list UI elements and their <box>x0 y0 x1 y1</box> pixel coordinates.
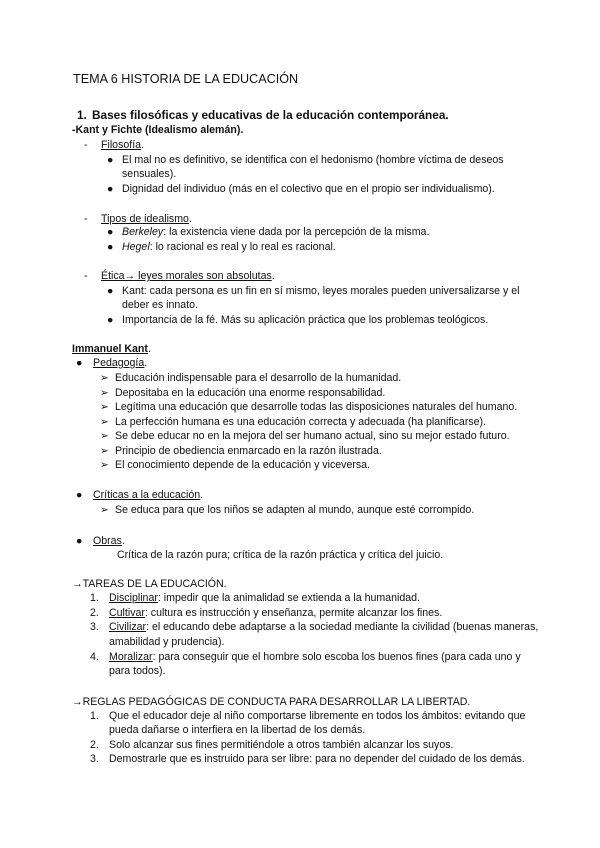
arrow-bullet: ➢ <box>100 387 109 399</box>
pedagogia-label: Pedagogía. <box>93 357 148 369</box>
list-item: Cultivar: cultura es instrucción y enseñanza, permite alcanzar los fines. <box>109 607 443 619</box>
dash-bullet: - <box>84 139 88 151</box>
obras-label: Obras. <box>93 535 125 547</box>
list-number: 3. <box>90 621 99 633</box>
reglas-heading: →REGLAS PEDAGÓGICAS DE CONDUCTA PARA DESARROLLAR LA LIBERTAD. <box>72 696 471 708</box>
list-item: Importancia de la fé. Más su aplicación práctica que los problemas teológicos. <box>122 314 489 326</box>
bullet-dot: ● <box>107 285 114 297</box>
kant-heading: Immanuel Kant. <box>72 343 151 355</box>
list-item: Disciplinar: impedir que la animalidad se extienda a la humanidad. <box>109 592 420 604</box>
section-number: 1. <box>77 108 87 122</box>
obras-text: Crítica de la razón pura; crítica de la razón práctica y crítica del juicio. <box>117 549 444 561</box>
list-item-cont: deber es innato. <box>122 299 198 311</box>
list-number: 1. <box>90 592 99 604</box>
list-item: El conocimiento depende de la educación y viceversa. <box>115 459 370 471</box>
tareas-heading: →TAREAS DE LA EDUCACIÓN. <box>72 578 227 590</box>
bullet-dot: ● <box>76 489 83 501</box>
criticas-label: Críticas a la educación. <box>93 489 204 501</box>
list-item: Moralizar: para conseguir que el hombre solo escoba los buenos fines (para cada uno y <box>109 651 521 663</box>
etica-label: Ética→ leyes morales son absolutas. <box>101 270 275 282</box>
list-number: 1. <box>90 710 99 722</box>
dash-bullet: - <box>84 270 88 282</box>
dash-bullet: - <box>84 213 88 225</box>
list-item: Depositaba en la educación una enorme responsabilidad. <box>115 387 386 399</box>
arrow-bullet: ➢ <box>100 459 109 471</box>
list-item: Educación indispensable para el desarrollo de la humanidad. <box>115 372 402 384</box>
list-item-cont: amabilidad y prudencia). <box>109 636 225 648</box>
list-item: Se debe educar no en la mejora del ser humano actual, sino su mejor estado futuro. <box>115 430 510 442</box>
bullet-dot: ● <box>107 183 114 195</box>
arrow-bullet: ➢ <box>100 416 109 428</box>
bullet-dot: ● <box>76 357 83 369</box>
bullet-dot: ● <box>76 535 83 547</box>
list-item: Dignidad del individuo (más en el colectivo que en el propio ser individualismo). <box>122 183 495 195</box>
list-number: 4. <box>90 651 99 663</box>
list-number: 2. <box>90 739 99 751</box>
list-item: Legítima una educación que desarrolle todas las disposiciones naturales del humano. <box>115 401 518 413</box>
list-item-cont: para todos). <box>109 665 166 677</box>
list-item-cont: pueda dañarse o interfiera en la libertad de los demás. <box>109 724 366 736</box>
arrow-bullet: ➢ <box>100 401 109 413</box>
idealismo-label: Tipos de idealismo. <box>101 213 192 225</box>
bullet-dot: ● <box>107 226 114 238</box>
list-number: 3. <box>90 753 99 765</box>
list-item: Hegel: lo racional es real y lo real es racional. <box>122 241 336 253</box>
arrow-bullet: ➢ <box>100 445 109 457</box>
list-number: 2. <box>90 607 99 619</box>
list-item: Civilizar: el educando debe adaptarse a la sociedad mediante la civilidad (buenas maneras, <box>109 621 539 633</box>
list-item: Que el educador deje al niño comportarse libremente en todos los ámbitos: evitando que <box>109 710 526 722</box>
list-item: Kant: cada persona es un fin en sí mismo, leyes morales pueden universalizarse y el <box>122 285 520 297</box>
bullet-dot: ● <box>107 314 114 326</box>
list-item: El mal no es definitivo, se identifica con el hedonismo (hombre víctima de deseos <box>122 154 504 166</box>
filosofia-label: Filosofía. <box>101 139 144 151</box>
arrow-bullet: ➢ <box>100 372 109 384</box>
list-item: Se educa para que los niños se adapten al mundo, aunque esté corrompido. <box>115 504 475 516</box>
bullet-dot: ● <box>107 241 114 253</box>
subheading: -Kant y Fichte (Idealismo alemán). <box>72 124 244 136</box>
page-title: TEMA 6 HISTORIA DE LA EDUCACIÓN <box>73 72 299 86</box>
arrow-bullet: ➢ <box>100 504 109 516</box>
list-item: La perfección humana es una educación correcta y adecuada (ha planificarse). <box>115 416 487 428</box>
list-item: Demostrarle que es instruido para ser libre: para no depender del cuidado de los demás. <box>109 753 525 765</box>
list-item: Berkeley: la existencia viene dada por la percepción de la misma. <box>122 226 430 238</box>
section-heading: Bases filosóficas y educativas de la educación contemporánea. <box>92 108 449 122</box>
list-item: Principio de obediencia enmarcado en la razón ilustrada. <box>115 445 382 457</box>
bullet-dot: ● <box>107 154 114 166</box>
list-item-cont: sensuales). <box>122 168 177 180</box>
list-item: Solo alcanzar sus fines permitiéndole a otros también alcanzar los suyos. <box>109 739 454 751</box>
arrow-bullet: ➢ <box>100 430 109 442</box>
